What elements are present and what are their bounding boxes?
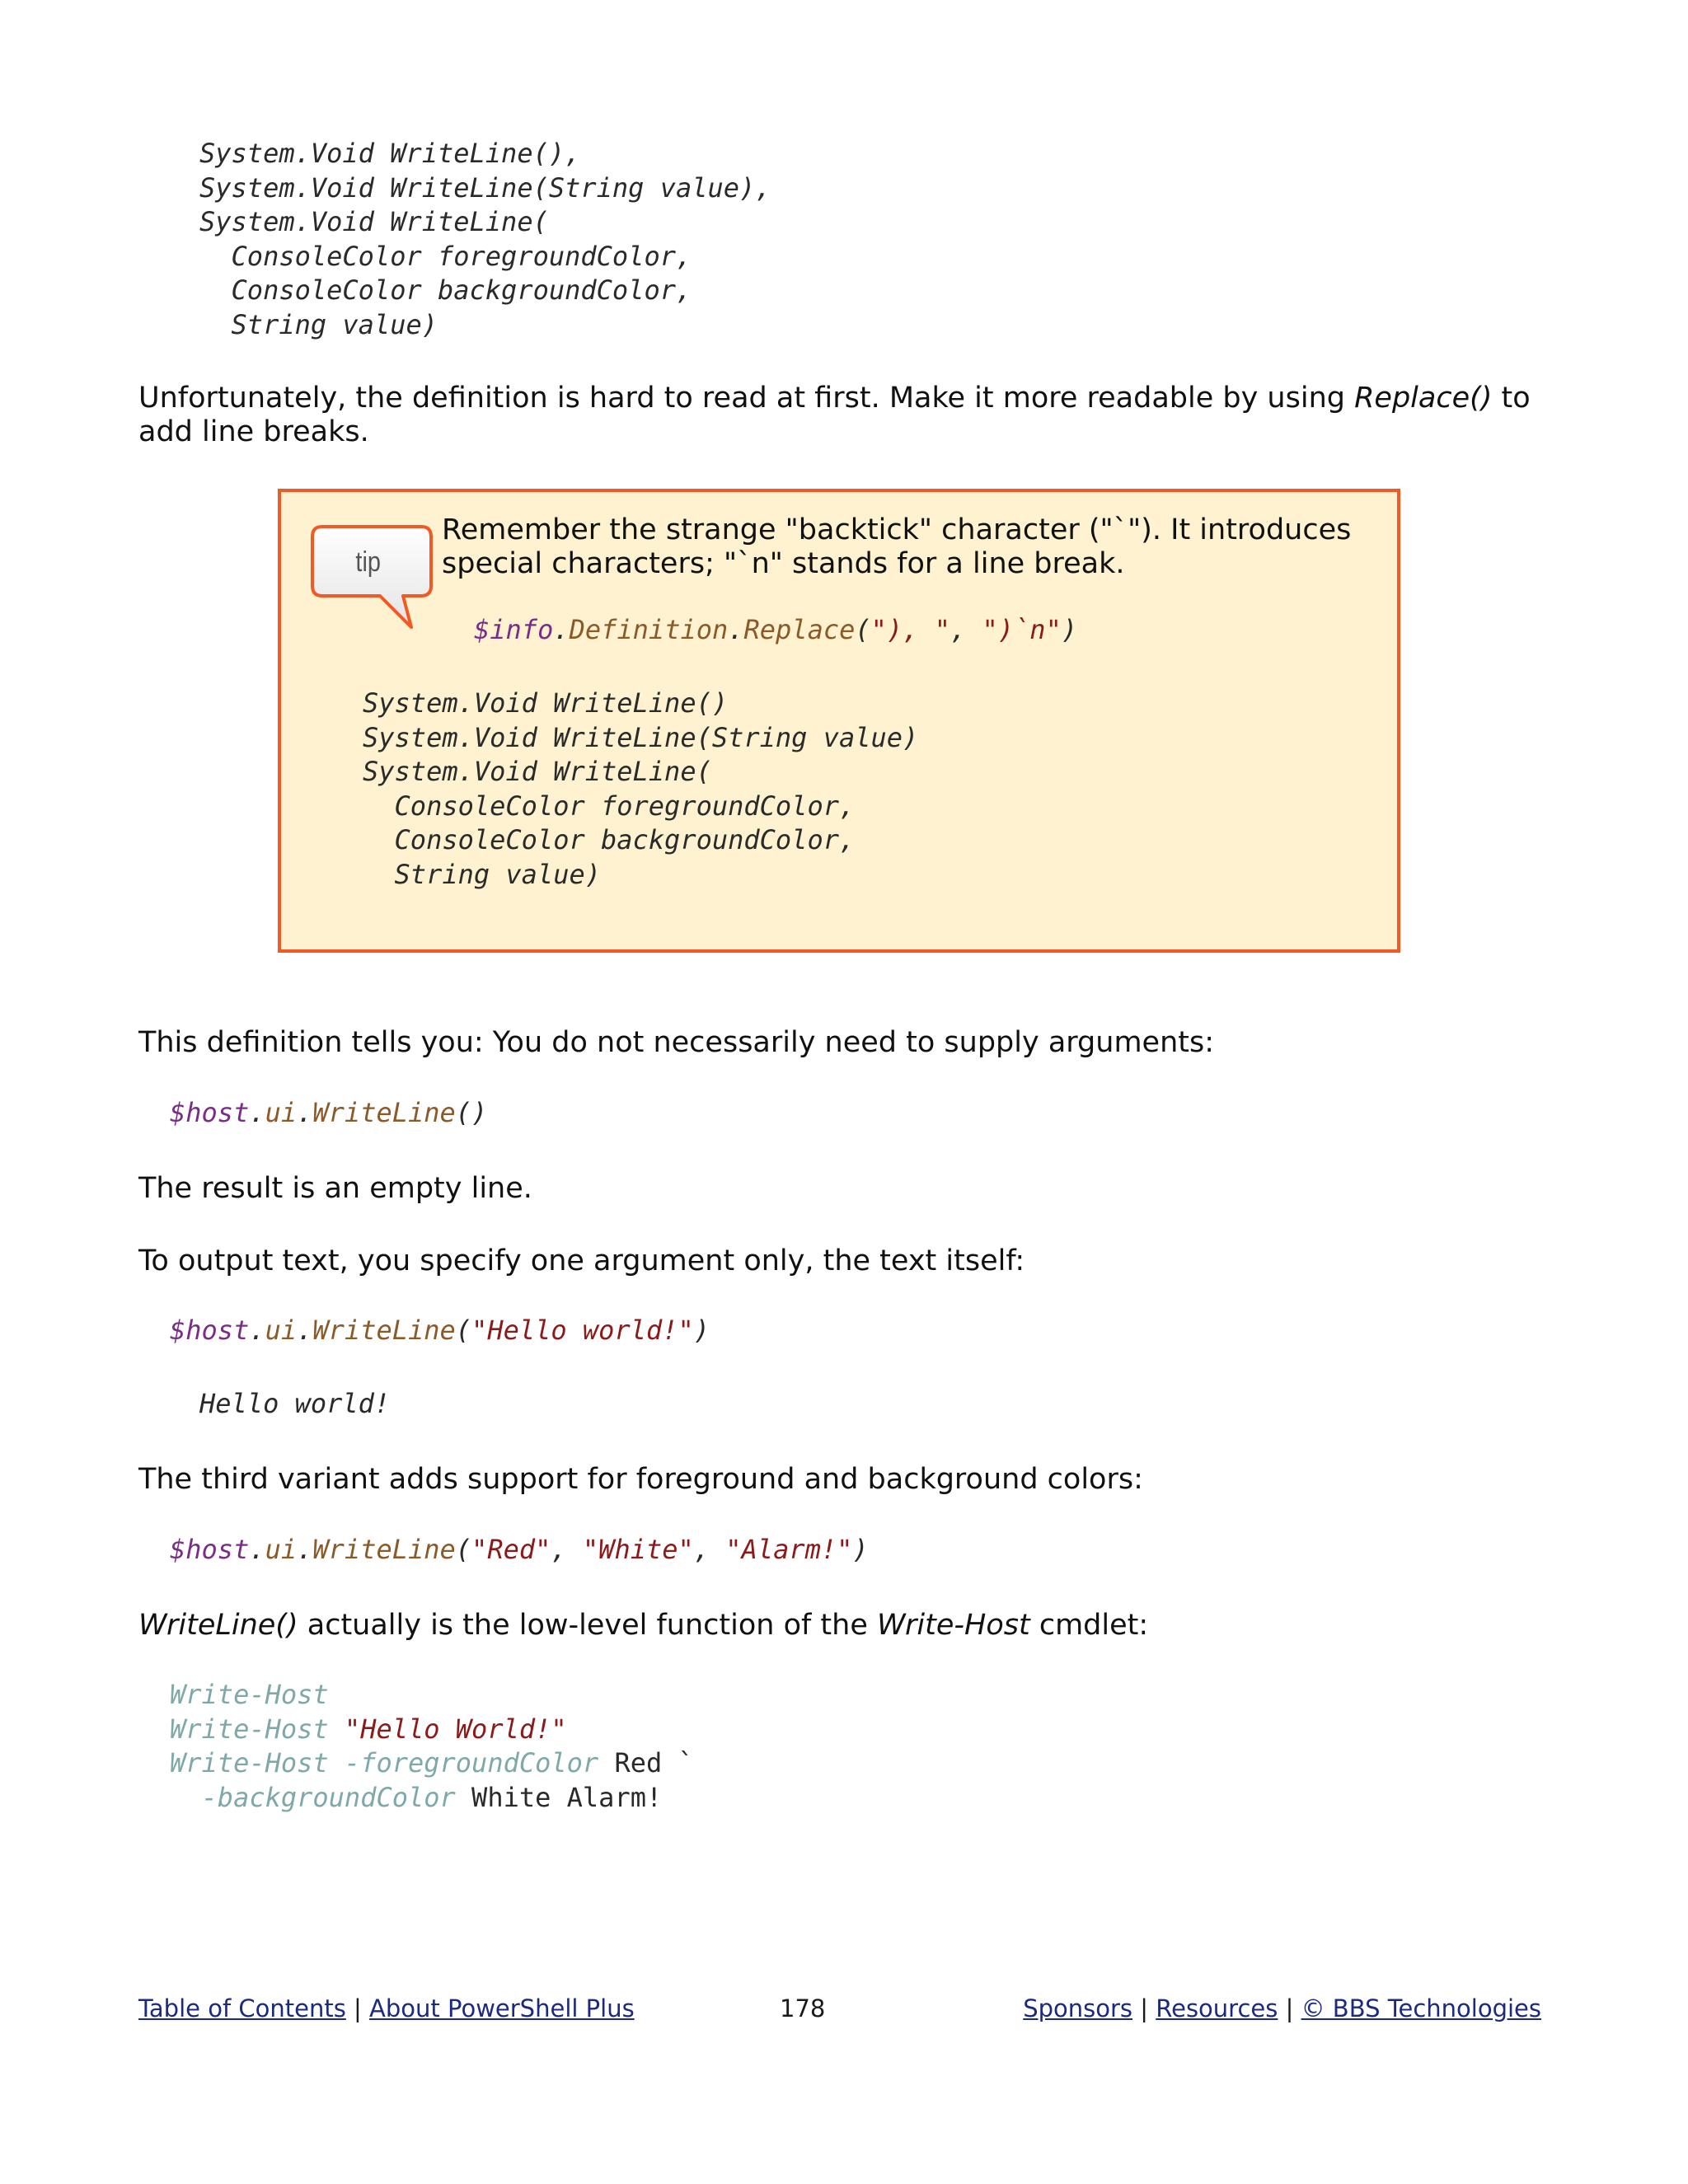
code-block-overloads [199,137,771,342]
footer-separator: | [1285,1994,1294,2022]
code-line [170,1713,694,1747]
code-comma: , [551,1534,583,1565]
tip-text: Remember the strange "backtick" character ("`"). It introduces special characters; "`n" stands for a line break. [442,513,1352,580]
code-writeline-hello [170,1314,710,1348]
code-cmdlet: Write-Host [170,1679,329,1710]
code-output-hello: Hello world! [199,1388,391,1419]
resources-link[interactable]: Resources [1156,1994,1278,2022]
code-line: String value) [363,858,601,890]
method-name: WriteLine() [138,1609,298,1642]
code-parameter: -backgroundColor [201,1781,456,1813]
code-paren: ( [455,1534,472,1565]
paragraph-empty-line: The result is an empty line. [138,1172,532,1205]
code-variable: $info [474,614,554,645]
tip-command [474,613,1077,648]
code-dot: . [728,614,744,645]
paragraph-output-text: To output text, you specify one argument only, the text itself: [138,1244,1025,1277]
footer-left [138,1994,635,2023]
tip-output [363,687,918,892]
code-paren: ) [1061,614,1078,645]
code-paren: ( [855,614,871,645]
page-number: 178 [780,1994,826,2022]
code-method: WriteLine [312,1534,456,1565]
paragraph-readability [138,382,1556,449]
code-writeline-colors [170,1533,869,1568]
code-string: "Hello world!" [471,1315,694,1346]
code-argument: White Alarm! [471,1781,663,1813]
code-variable: $host [170,1097,250,1128]
code-dot: . [249,1534,265,1565]
code-line: ConsoleColor foregroundColor, [199,240,692,272]
method-name: Replace() [1354,382,1493,415]
code-writeline-empty [170,1096,487,1131]
code-line [170,1781,694,1816]
code-dot: . [297,1097,313,1128]
tip-icon-label: tip [355,545,381,578]
paragraph-arguments: This definition tells you: You do not necessarily need to supply arguments: [138,1026,1214,1059]
code-string: "Alarm!" [725,1534,853,1565]
footer-separator: | [354,1994,362,2022]
code-dot: . [249,1315,265,1346]
footer-right [1023,1994,1541,2023]
code-line: System.Void WriteLine(String value), [199,171,771,204]
code-line [170,1746,694,1781]
code-line: System.Void WriteLine() [363,687,729,719]
code-variable: $host [170,1315,250,1346]
cmdlet-name: Write-Host [877,1609,1030,1642]
code-line: String value) [199,308,438,340]
paragraph-text: cmdlet: [1029,1609,1149,1642]
code-line: System.Void WriteLine( [199,206,549,237]
code-line: System.Void WriteLine(), [199,138,581,169]
code-variable: $host [170,1534,250,1565]
code-property: ui [265,1097,298,1128]
code-parameter: -foregroundColor [344,1747,599,1779]
paragraph-text: actually is the low-level function of the [298,1609,878,1642]
code-paren: () [455,1097,488,1128]
code-cmdlet: Write-Host [170,1747,329,1779]
code-line: ConsoleColor backgroundColor, [363,824,856,855]
about-powershell-plus-link[interactable]: About PowerShell Plus [369,1994,635,2022]
code-line: ConsoleColor foregroundColor, [363,790,856,822]
table-of-contents-link[interactable]: Table of Contents [138,1994,346,2022]
paragraph-write-host [138,1609,1556,1643]
code-property: ui [265,1534,298,1565]
bbs-technologies-link[interactable]: © BBS Technologies [1301,1994,1541,2022]
code-paren: ) [693,1315,710,1346]
code-string: "Hello World!" [344,1713,567,1745]
code-property: Definition [569,614,729,645]
code-write-host [170,1678,694,1815]
code-string: "White" [582,1534,694,1565]
code-method: WriteLine [312,1097,456,1128]
code-method: Replace [743,614,856,645]
code-string: ")`n" [982,614,1062,645]
tip-box [278,489,1400,953]
code-method: WriteLine [312,1315,456,1346]
code-line: System.Void WriteLine(String value) [363,721,919,753]
code-paren: ) [852,1534,869,1565]
code-dot: . [297,1315,313,1346]
code-dot: . [553,614,570,645]
paragraph-text: Unfortunately, the definition is hard to read at first. Make it more readable by using [138,382,1355,415]
paragraph-colors: The third variant adds support for foreground and background colors: [138,1463,1143,1496]
code-line: System.Void WriteLine( [363,756,712,787]
code-paren: ( [455,1315,472,1346]
tip-speech-bubble-icon [311,523,434,639]
code-comma: , [693,1534,726,1565]
code-string: "Red" [471,1534,551,1565]
code-dot: . [249,1097,265,1128]
sponsors-link[interactable]: Sponsors [1023,1994,1133,2022]
code-comma: , [950,614,982,645]
footer-separator: | [1140,1994,1149,2022]
code-dot: . [297,1534,313,1565]
code-string: "), " [870,614,950,645]
code-line: ConsoleColor backgroundColor, [199,274,692,306]
paragraph-text: to add line breaks. [138,382,1531,448]
code-argument: Red ` [614,1747,694,1779]
code-cmdlet: Write-Host [170,1713,329,1745]
code-line [170,1678,694,1713]
code-property: ui [265,1315,298,1346]
